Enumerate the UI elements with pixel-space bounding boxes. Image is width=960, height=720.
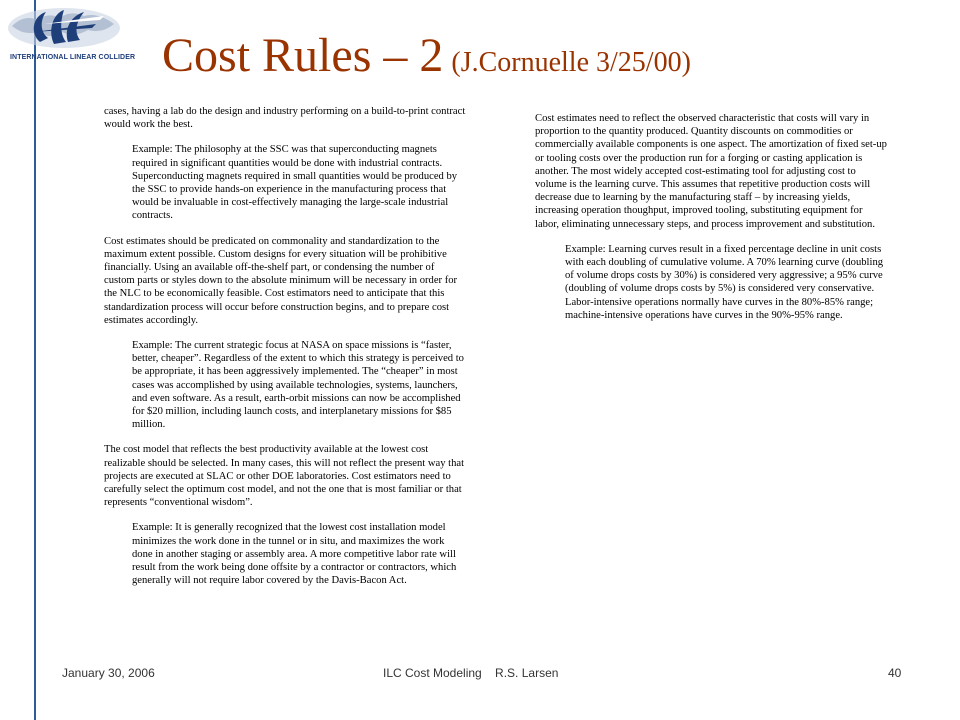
title-subtitle: (J.Cornuelle 3/25/00) <box>451 47 691 78</box>
logo-text: INTERNATIONAL LINEAR COLLIDER <box>10 54 136 61</box>
paragraph: The cost model that reflects the best productivity available at the lowest cost realizable should be selected. In many cases, this will not reflect the present way that projects are executed at SLAC or other DOE laboratories. Cost estimators need to carefully select the optimum cost model, and not the one that is most familiar or that represents “conventional wisdom”. <box>104 444 465 509</box>
left-text-column <box>104 105 466 600</box>
globe-logo-icon <box>4 4 124 54</box>
paragraph: cases, having a lab do the design and industry performing on a build-to-print contract would work the best. <box>104 106 466 131</box>
example-paragraph: Example: The philosophy at the SSC was that superconducting magnets required in significant quantities would be done with industrial contracts. Superconducting magnets required in small quantities would be produced by the SSC to provide hands-on experience in the manufacturing process that would be invaluable in cost-effectively managing the large-scale industrial contracts. <box>132 144 458 222</box>
footer-date: January 30, 2006 <box>62 666 155 680</box>
paragraph: Cost estimates should be predicated on commonality and standardization to the maximum extent possible. Custom designs for every situation will be prohibitive financially. Using an available off-the-shelf part, or condensing the number of custom parts or styles down to the absolute minimum will be necessary in order for the NLC to be economically feasible. Cost estimators need to anticipate that this standardization process will occur before construction begins, and to prepare cost estimates accordingly. <box>104 235 458 326</box>
example-paragraph: Example: Learning curves result in a fixed percentage decline in unit costs with each doubling of cumulative volume. A 70% learning curve (doubling of volume drops costs by 30%) is considered very aggressive; a 95% curve (doubling of volume drops costs by 5%) is considered very conservative. Labor-intensive operations normally have curves in the 80%-85% range; machine-intensive operations have curves in the 90%-95% range. <box>565 243 884 321</box>
example-paragraph: Example: The current strategic focus at NASA on space missions is “faster, better, cheaper”. Regardless of the extent to which this strategy is perceived to be appropriate, it has been aggressively implemented. The “cheaper” in most cases was accomplished by using available technologies, systems, launchers, and even software. As a result, earth-orbit missions can now be accomplished for $20 million, including launch costs, and interplanetary missions for $85 million. <box>132 340 464 431</box>
footer-title: ILC Cost Modeling R.S. Larsen <box>383 666 559 680</box>
title-main: Cost Rules – 2 <box>162 29 444 82</box>
slide-title <box>162 28 691 83</box>
example-paragraph: Example: It is generally recognized that the lowest cost installation model minimizes the work done in the tunnel or in situ, and maximizes the work done in another staging or assembly area. A more competitive labor rate will result from the work being done offsite by a contractor or contractors, which generally will not require labor covered by the Davis-Bacon Act. <box>132 522 457 587</box>
left-accent-line <box>34 0 36 720</box>
paragraph: Cost estimates need to reflect the observed characteristic that costs will vary in proportion to the quantity produced. Quantity discounts on commodities or commercially available components is one aspect. The amortization of fixed set-up or tooling costs over the production run for a forging or casting application is another. The most widely accepted cost-estimating tool for adjusting cost to volume is the learning curve. This assumes that repetitive production costs will decrease due to learning by the manufacturing staff – by increasing yields, increasing operation thoughput, improved tooling, substituting equipment for labor, eliminating unnecessary steps, and process improvement and substitution. <box>535 113 887 230</box>
page-number: 40 <box>888 666 902 680</box>
right-text-column <box>535 112 887 334</box>
ilc-logo <box>4 4 136 66</box>
